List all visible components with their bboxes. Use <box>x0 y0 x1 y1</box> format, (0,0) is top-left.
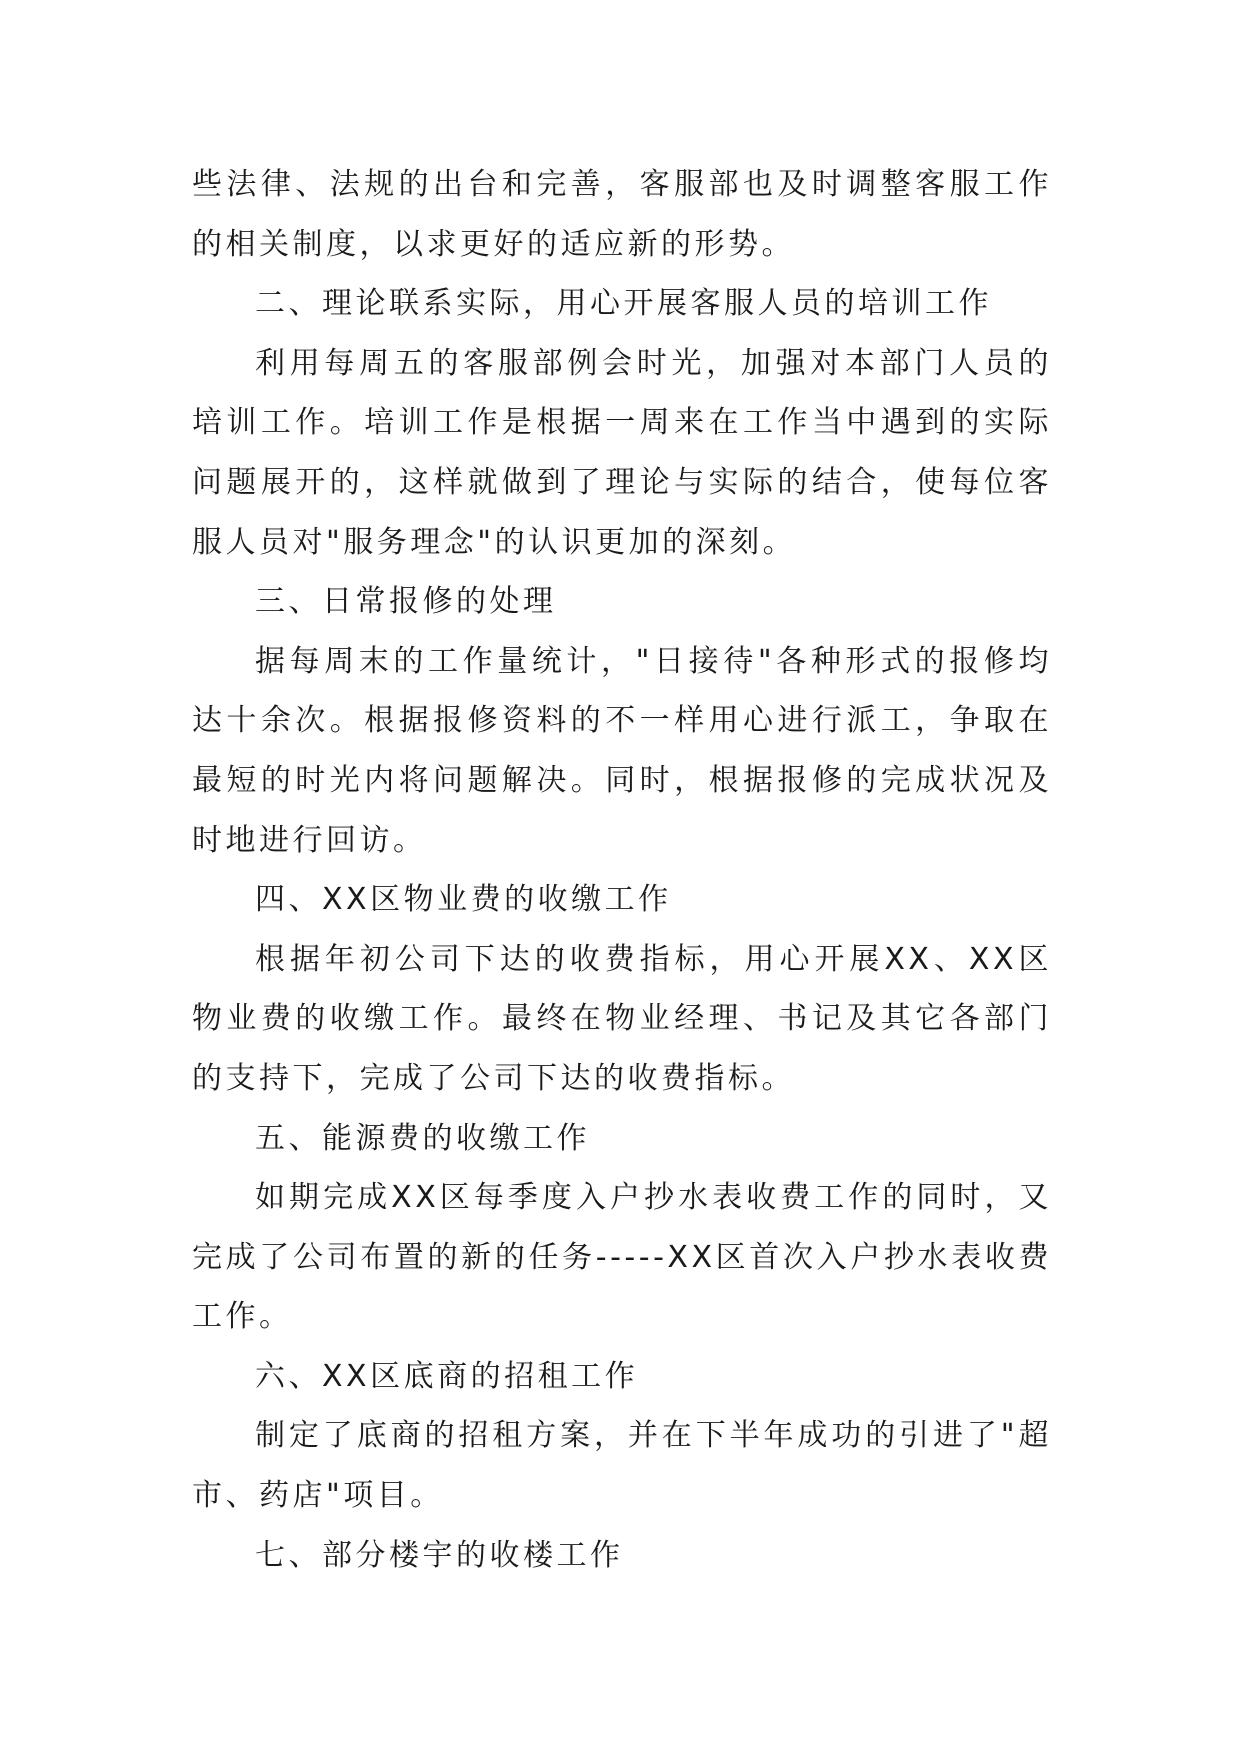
heading-repairs: 三、日常报修的处理 <box>255 584 557 620</box>
heading-property-fee: 四、XX区物业费的收缴工作 <box>255 882 672 918</box>
paragraph-leasing: 制定了底商的招租方案，并在下半年成功的引进了"超市、药店"项目。 <box>192 1418 1052 1514</box>
paragraph-regulations: 些法律、法规的出台和完善，客服部也及时调整客服工作的相关制度，以求更好的适应新的形势。 <box>192 167 1052 262</box>
paragraph-repairs: 据每周末的工作量统计，"日接待"各种形式的报修均达十余次。根据报修资料的不一样用心进行派工，争取在最短的时光内将问题解决。同时，根据报修的完成状况及时地进行回访。 <box>192 643 1052 858</box>
document-body <box>192 155 1052 1585</box>
paragraph-energy-fee: 如期完成XX区每季度入户抄水表收费工作的同时，又完成了公司布置的新的任务-----XX区首次入户抄水表收费工作。 <box>192 1180 1052 1335</box>
paragraph-training: 利用每周五的客服部例会时光，加强对本部门人员的培训工作。培训工作是根据一周来在工作当中遇到的实际问题展开的，这样就做到了理论与实际的结合，使每位客服人员对"服务理念"的认识更加的深刻。 <box>192 345 1052 560</box>
heading-building-handover: 七、部分楼宇的收楼工作 <box>255 1537 624 1573</box>
heading-leasing: 六、XX区底商的招租工作 <box>255 1358 639 1394</box>
heading-training: 二、理论联系实际，用心开展客服人员的培训工作 <box>255 286 992 322</box>
heading-energy-fee: 五、能源费的收缴工作 <box>255 1120 590 1156</box>
paragraph-property-fee: 根据年初公司下达的收费指标，用心开展XX、XX区物业费的收缴工作。最终在物业经理、书记及其它各部门的支持下，完成了公司下达的收费指标。 <box>192 941 1052 1096</box>
